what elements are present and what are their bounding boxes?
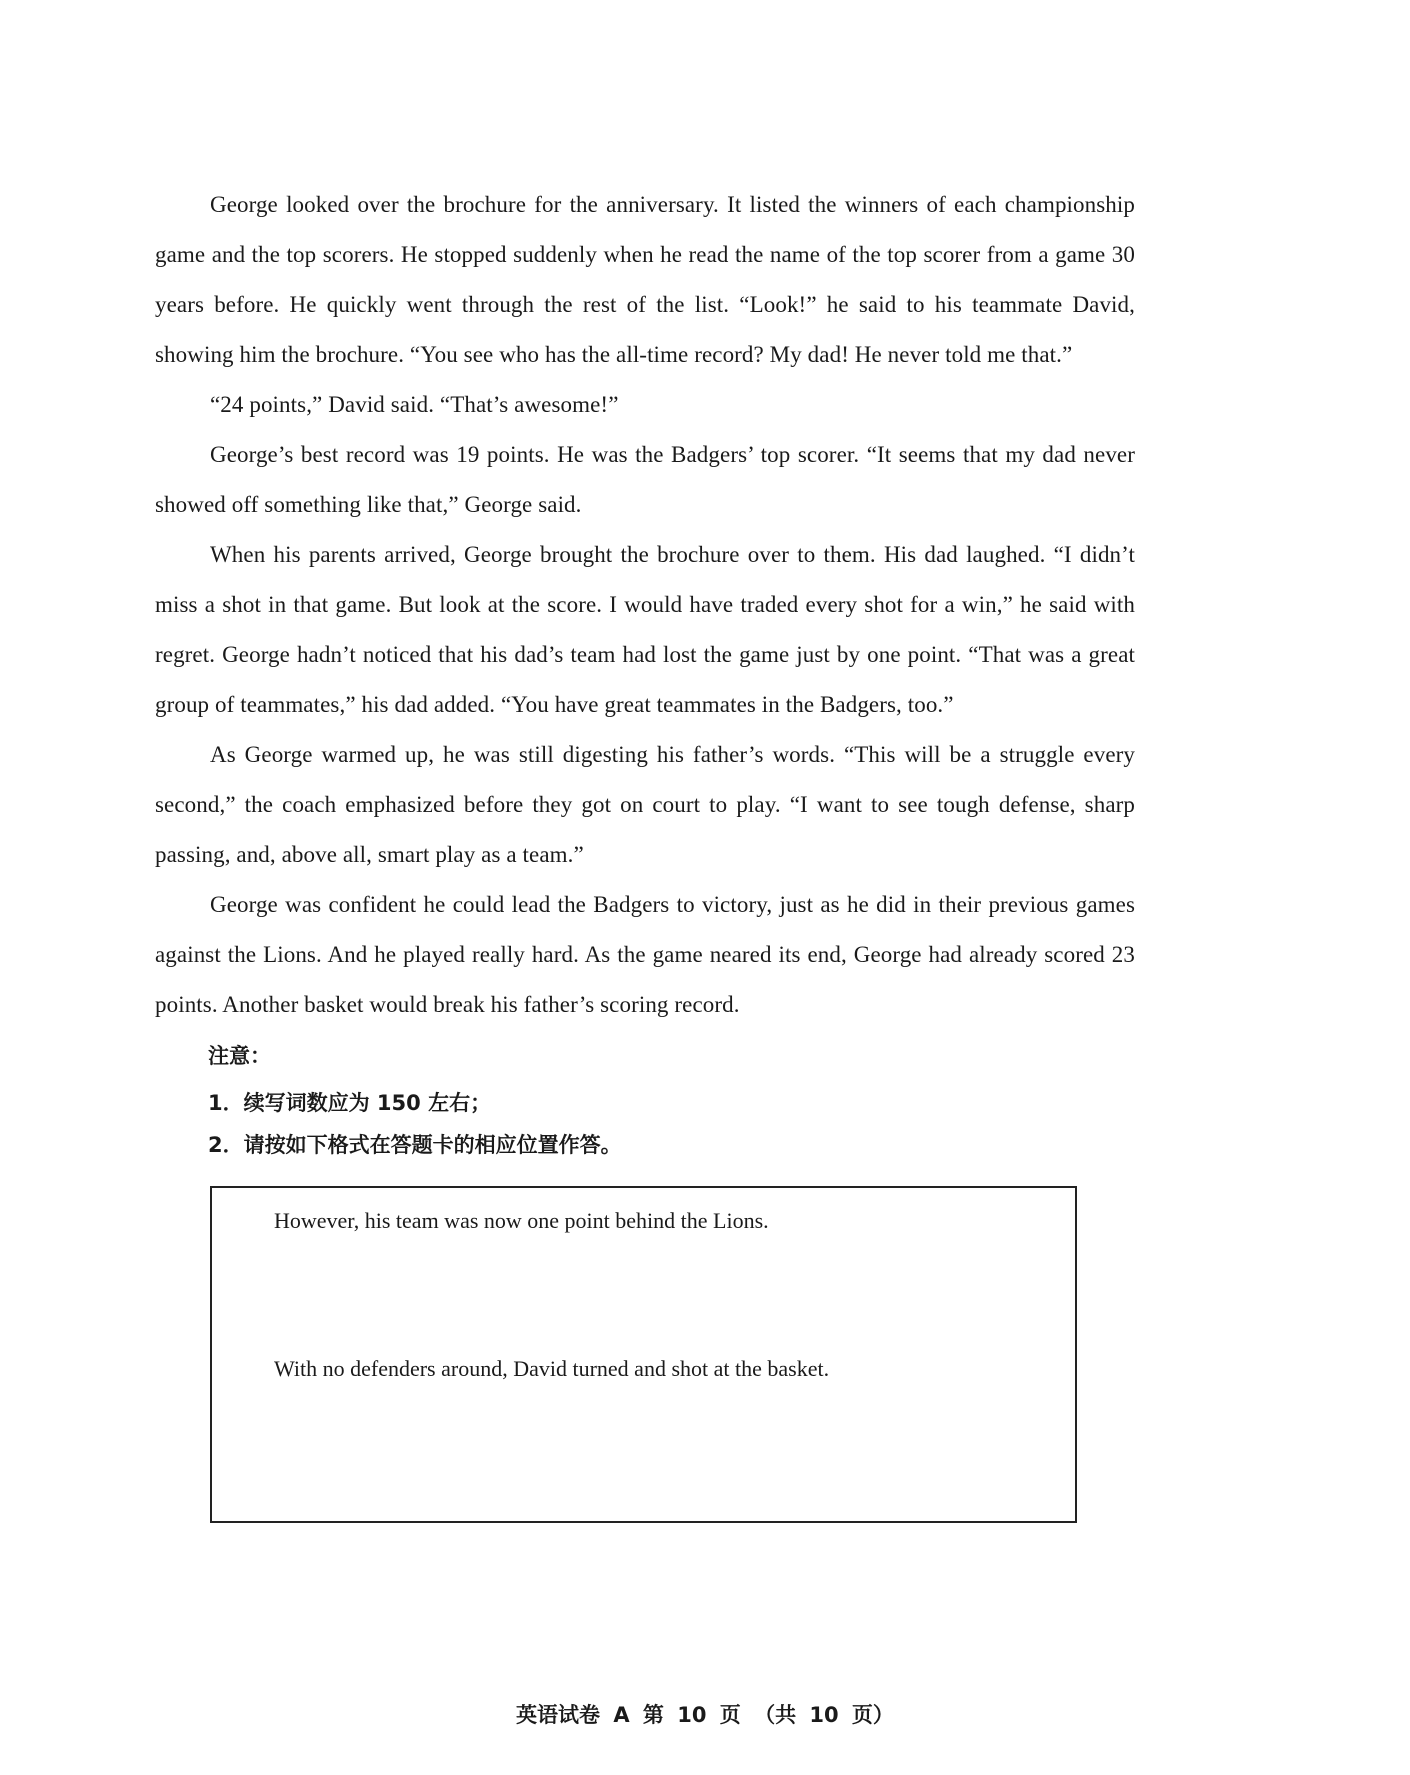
passage-paragraph-5: As George warmed up, he was still digesting his father’s words. “This will be a struggle every second,” the coach emphasized before they got on court to play. “I want to see tough defense, sharp passing, and, above all, smart play as a team.” bbox=[155, 742, 1135, 867]
answer-format-box bbox=[210, 1186, 1077, 1523]
passage-paragraph-6: George was confident he could lead the Badgers to victory, just as he did in their previous games against the Lions. And he played really hard. As the game neared its end, George had already scored 23 points. Another basket would break his father’s scoring record. bbox=[155, 892, 1135, 1017]
passage-paragraph-3: George’s best record was 19 points. He was the Badgers’ top scorer. “It seems that my dad never showed off something like that,” George said. bbox=[155, 442, 1135, 517]
continuation-prompt-2: With no defenders around, David turned and shot at the basket. bbox=[274, 1356, 830, 1381]
reading-passage bbox=[155, 180, 1135, 1030]
notes-title: 注意： bbox=[208, 1044, 271, 1068]
page-footer: 英语试卷 A 第 10 页 （共 10 页） bbox=[516, 1703, 894, 1727]
instructions-notes bbox=[208, 1036, 1108, 1166]
passage-paragraph-4: When his parents arrived, George brought the brochure over to them. His dad laughed. “I didn’t miss a shot in that game. But look at the score. I would have traded every shot for a win,” he said with regret. George hadn’t noticed that his dad’s team had lost the game just by one point. “That was a great group of teammates,” his dad added. “You have great teammates in the Badgers, too.” bbox=[155, 542, 1135, 717]
continuation-prompt-1: However, his team was now one point behind the Lions. bbox=[274, 1208, 769, 1233]
passage-paragraph-2: “24 points,” David said. “That’s awesome!” bbox=[210, 392, 619, 417]
note-item-word-count: 1．续写词数应为 150 左右； bbox=[208, 1091, 492, 1115]
passage-paragraph-1: George looked over the brochure for the anniversary. It listed the winners of each championship game and the top scorers. He stopped suddenly when he read the name of the top scorer from a game 30 years before. He quickly went through the rest of the list. “Look!” he said to his teammate David, showing him the brochure. “You see who has the all-time record? My dad! He never told me that.” bbox=[155, 192, 1135, 367]
note-item-answer-format: 2．请按如下格式在答题卡的相应位置作答。 bbox=[208, 1133, 622, 1157]
